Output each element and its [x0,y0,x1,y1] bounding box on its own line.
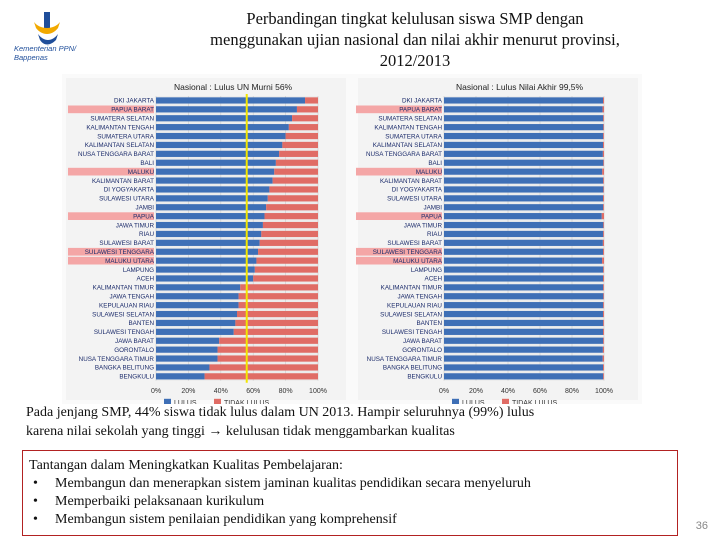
challenge-item-text: Membangun sistem penilaian pendidikan yang komprehensif [55,512,397,527]
bar-tidak-lulus [289,124,318,130]
bar-lulus [444,338,603,344]
bar-lulus [156,338,219,344]
bar-lulus [156,249,258,255]
category-label: RIAU [138,231,154,239]
bar-tidak-lulus [261,231,318,237]
bar-lulus [444,231,603,237]
bar-tidak-lulus [603,231,604,237]
category-label: SULAWESI TENGAH [381,329,442,337]
chart-title: Nasional : Lulus UN Murni 56% [174,82,293,92]
bar-lulus [444,124,603,130]
category-label: RIAU [426,231,442,239]
category-label: SULAWESI UTARA [387,195,442,203]
bar-lulus [444,329,603,335]
bar-tidak-lulus [603,293,604,299]
bar-tidak-lulus [282,142,318,148]
bar-lulus [444,160,603,166]
x-tick-label: 0% [438,387,450,395]
legend-label: LULUS [462,399,485,404]
page-number: 36 [695,520,708,532]
bar-lulus [156,160,276,166]
bar-lulus [156,213,265,219]
bar-lulus [444,364,603,370]
category-label: NUSA TENGGARA BARAT [365,151,442,159]
category-label: NUSA TENGGARA TIMUR [366,355,442,363]
bar-tidak-lulus [603,320,604,326]
x-tick-label: 80% [278,387,293,395]
logo-text [14,44,76,62]
bar-tidak-lulus [603,222,604,228]
x-tick-label: 60% [246,387,261,395]
title-line-2: menggunakan ujian nasional dan nilai akhir menurut provinsi, [210,30,620,49]
category-label: SUMATERA UTARA [97,133,154,141]
bar-lulus [156,106,297,112]
category-label: SULAWESI SELATAN [380,311,442,319]
category-label: GORONTALO [114,346,154,354]
bar-tidak-lulus [603,311,604,317]
challenge-item [29,511,671,529]
caption-line-1: Pada jenjang SMP, 44% siswa tidak lulus dalam UN 2013. Hampir seluruhnya (99%) lulus [26,405,535,420]
bar-tidak-lulus [603,240,604,246]
chart-title: Nasional : Lulus Nilai Akhir 99,5% [456,82,584,92]
category-label: BALI [140,160,154,167]
bar-tidak-lulus [239,302,318,308]
category-label: KEPULAUAN RIAU [99,302,154,310]
legend-label: TIDAK LULUS [512,399,558,404]
bar-lulus [444,115,603,121]
bar-lulus [156,133,286,139]
challenges-list [29,475,671,529]
category-label: ACEH [424,275,442,283]
legend-label: LULUS [174,399,197,404]
category-label: SULAWESI UTARA [99,195,154,203]
bar-tidak-lulus [603,160,604,166]
bar-lulus [156,347,218,353]
bar-lulus [444,169,602,175]
x-tick-label: 40% [213,387,228,395]
bar-lulus [156,320,235,326]
bar-tidak-lulus [239,293,318,299]
category-label: PAPUA [421,213,442,221]
category-label: JAWA BARAT [403,338,442,345]
bar-lulus [444,355,603,361]
bar-tidak-lulus [603,249,604,255]
bar-lulus [444,106,603,112]
category-label: LAMPUNG [122,266,154,274]
bar-lulus [444,249,603,255]
bar-lulus [156,124,289,130]
x-tick-label: 20% [181,387,196,395]
category-label: MALUKU UTARA [393,257,442,265]
bar-tidak-lulus [305,97,318,103]
bar-lulus [156,275,253,281]
chart-panel-2 [356,78,638,404]
bar-tidak-lulus [603,373,604,379]
bar-lulus [156,195,268,201]
category-label: JAWA TIMUR [115,222,154,230]
bar-tidak-lulus [603,142,604,148]
category-label: KALIMANTAN SELATAN [84,142,154,150]
category-label: JAWA TENGAH [397,293,442,301]
bar-lulus [444,293,603,299]
bar-lulus [444,133,603,139]
category-label: NUSA TENGGARA TIMUR [78,355,154,363]
bar-tidak-lulus [602,258,604,264]
bar-tidak-lulus [279,151,318,157]
bar-lulus [156,355,218,361]
bar-lulus [444,195,603,201]
logo-line-1: Kementerian PPN/ [14,44,77,53]
bar-tidak-lulus [269,186,318,192]
category-label: SULAWESI TENGGARA [372,249,442,256]
bullet: • [33,512,38,527]
bar-tidak-lulus [266,204,318,210]
bar-lulus [444,97,603,103]
category-label: SULAWESI SELATAN [92,311,154,319]
category-label: SULAWESI TENGGARA [84,249,154,256]
bullet: • [33,494,38,509]
bappenas-logo [14,8,144,78]
bar-tidak-lulus [256,258,318,264]
bar-tidak-lulus [260,240,318,246]
category-label: JAWA TENGAH [109,293,154,301]
bar-lulus [156,142,282,148]
category-label: PAPUA [133,213,154,221]
bar-lulus [444,284,603,290]
bar-tidak-lulus [273,177,318,183]
category-label: SULAWESI BARAT [99,240,154,248]
category-label: KEPULAUAN RIAU [387,302,442,310]
category-label: DKI JAKARTA [401,97,442,105]
bar-lulus [156,231,261,237]
bar-lulus [444,258,602,264]
category-label: JAWA TIMUR [403,222,442,230]
bar-tidak-lulus [603,204,604,210]
bar-lulus [444,240,603,246]
bar-tidak-lulus [603,302,604,308]
bar-tidak-lulus [263,222,318,228]
bappenas-logo-mark [14,8,74,48]
x-tick-label: 100% [309,387,327,395]
category-label: KALIMANTAN TENGAH [86,124,154,132]
category-label: DI YOGYAKARTA [103,186,154,194]
bar-lulus [444,266,603,272]
chart-panel-1 [66,78,346,404]
bar-lulus [444,151,603,157]
bar-lulus [444,186,603,192]
bar-lulus [444,347,603,353]
category-label: SUMATERA SELATAN [378,115,442,123]
category-label: PAPUA BARAT [399,106,442,114]
bar-lulus [156,284,240,290]
bar-tidak-lulus [218,347,318,353]
bar-tidak-lulus [603,284,604,290]
bar-tidak-lulus [219,338,318,344]
bar-tidak-lulus [603,124,604,130]
bar-tidak-lulus [255,266,318,272]
bar-tidak-lulus [276,160,318,166]
category-label: ACEH [136,275,154,283]
category-label: BENGKULU [407,373,442,381]
category-label: KALIMANTAN SELATAN [372,142,442,150]
bar-tidak-lulus [602,169,604,175]
bar-lulus [444,320,603,326]
challenges-box [22,450,678,536]
bar-tidak-lulus [603,275,604,281]
category-label: BANGKA BELITUNG [94,364,154,372]
category-label: KALIMANTAN TIMUR [380,284,442,292]
bar-lulus [156,266,255,272]
bar-lulus [156,329,234,335]
title-line-1: Perbandingan tingkat kelulusan siswa SMP dengan [246,9,584,28]
bar-tidak-lulus [292,115,318,121]
category-label: BANGKA BELITUNG [382,364,442,372]
category-label: KALIMANTAN BARAT [91,177,154,185]
caption-line-2: karena nilai sekolah yang tinggi → kelulusan tidak menggambarkan kualitas [26,424,455,439]
category-label: MALUKU UTARA [105,257,154,265]
bar-lulus [444,275,603,281]
bar-lulus [156,186,269,192]
category-label: DI YOGYAKARTA [391,186,442,194]
bar-lulus [156,364,209,370]
title-line-3: 2012/2013 [379,51,451,70]
bar-tidak-lulus [603,329,604,335]
bar-tidak-lulus [603,106,604,112]
bar-lulus [444,311,603,317]
bar-tidak-lulus [603,364,604,370]
bar-tidak-lulus [603,186,604,192]
bar-lulus [156,115,292,121]
category-label: KALIMANTAN BARAT [379,177,442,185]
x-tick-label: 40% [500,387,516,395]
bar-lulus [444,373,603,379]
bar-tidak-lulus [253,275,318,281]
bar-tidak-lulus [603,355,604,361]
bar-lulus [156,311,237,317]
category-label: BANTEN [416,320,442,328]
x-tick-label: 0% [150,387,162,395]
category-label: SUMATERA SELATAN [90,115,154,123]
bar-lulus [156,177,273,183]
x-tick-label: 60% [532,387,548,395]
x-tick-label: 80% [564,387,580,395]
bar-tidak-lulus [603,338,604,344]
bar-tidak-lulus [209,364,318,370]
bar-tidak-lulus [603,177,604,183]
bar-tidak-lulus [603,266,604,272]
caption [26,403,686,441]
bar-tidak-lulus [205,373,318,379]
bar-lulus [156,151,279,157]
bar-lulus [444,302,603,308]
category-label: SULAWESI BARAT [387,240,442,248]
logo-line-2: Bappenas [14,53,48,62]
category-label: MALUKU [127,168,154,176]
category-label: BENGKULU [119,373,154,381]
bar-tidak-lulus [235,320,318,326]
bar-tidak-lulus [268,195,318,201]
category-label: NUSA TENGGARA BARAT [77,151,154,159]
bar-lulus [156,169,274,175]
bar-tidak-lulus [603,151,604,157]
bar-lulus [156,373,205,379]
bar-tidak-lulus [603,195,604,201]
category-label: LAMPUNG [410,266,442,274]
challenges-heading: Tantangan dalam Meningkatkan Kualitas Pembelajaran: [29,458,343,473]
bar-lulus [444,204,603,210]
x-tick-label: 100% [595,387,613,395]
charts-svg [62,74,642,404]
bar-lulus [444,213,602,219]
charts-frame [62,74,642,404]
bar-lulus [156,240,260,246]
bar-lulus [156,293,239,299]
bar-tidak-lulus [258,249,318,255]
challenge-item-text: Memperbaiki pelaksanaan kurikulum [55,494,265,509]
category-label: SULAWESI TENGAH [93,329,154,337]
category-label: JAWA BARAT [115,338,154,345]
category-label: BANTEN [128,320,154,328]
category-label: KALIMANTAN TIMUR [92,284,154,292]
bar-lulus [156,204,266,210]
category-label: PAPUA BARAT [111,106,154,114]
bullet: • [33,476,38,491]
challenge-item [29,493,671,511]
bar-tidak-lulus [603,115,604,121]
bar-lulus [156,97,305,103]
page-title [145,8,685,71]
bar-tidak-lulus [237,311,318,317]
category-label: MALUKU [415,168,442,176]
bar-tidak-lulus [603,97,604,103]
category-label: DKI JAKARTA [113,97,154,105]
bar-lulus [444,142,603,148]
bar-tidak-lulus [274,169,318,175]
x-tick-label: 20% [468,387,484,395]
bar-tidak-lulus [297,106,318,112]
legend-label: TIDAK LULUS [224,399,270,404]
bar-tidak-lulus [218,355,318,361]
bar-tidak-lulus [286,133,318,139]
bar-tidak-lulus [603,133,604,139]
category-label: JAMBI [423,204,442,212]
bar-lulus [444,222,603,228]
category-label: BALI [428,160,442,167]
bar-tidak-lulus [240,284,318,290]
bar-tidak-lulus [265,213,318,219]
challenge-item [29,475,671,493]
bar-tidak-lulus [603,347,604,353]
category-label: SUMATERA UTARA [385,133,442,141]
bar-lulus [156,302,239,308]
category-label: JAMBI [135,204,154,212]
bar-tidak-lulus [602,213,604,219]
category-label: GORONTALO [402,346,442,354]
bar-lulus [444,177,603,183]
challenge-item-text: Membangun dan menerapkan sistem jaminan kualitas pendidikan secara menyeluruh [55,476,531,491]
category-label: KALIMANTAN TENGAH [374,124,442,132]
bar-lulus [156,258,256,264]
